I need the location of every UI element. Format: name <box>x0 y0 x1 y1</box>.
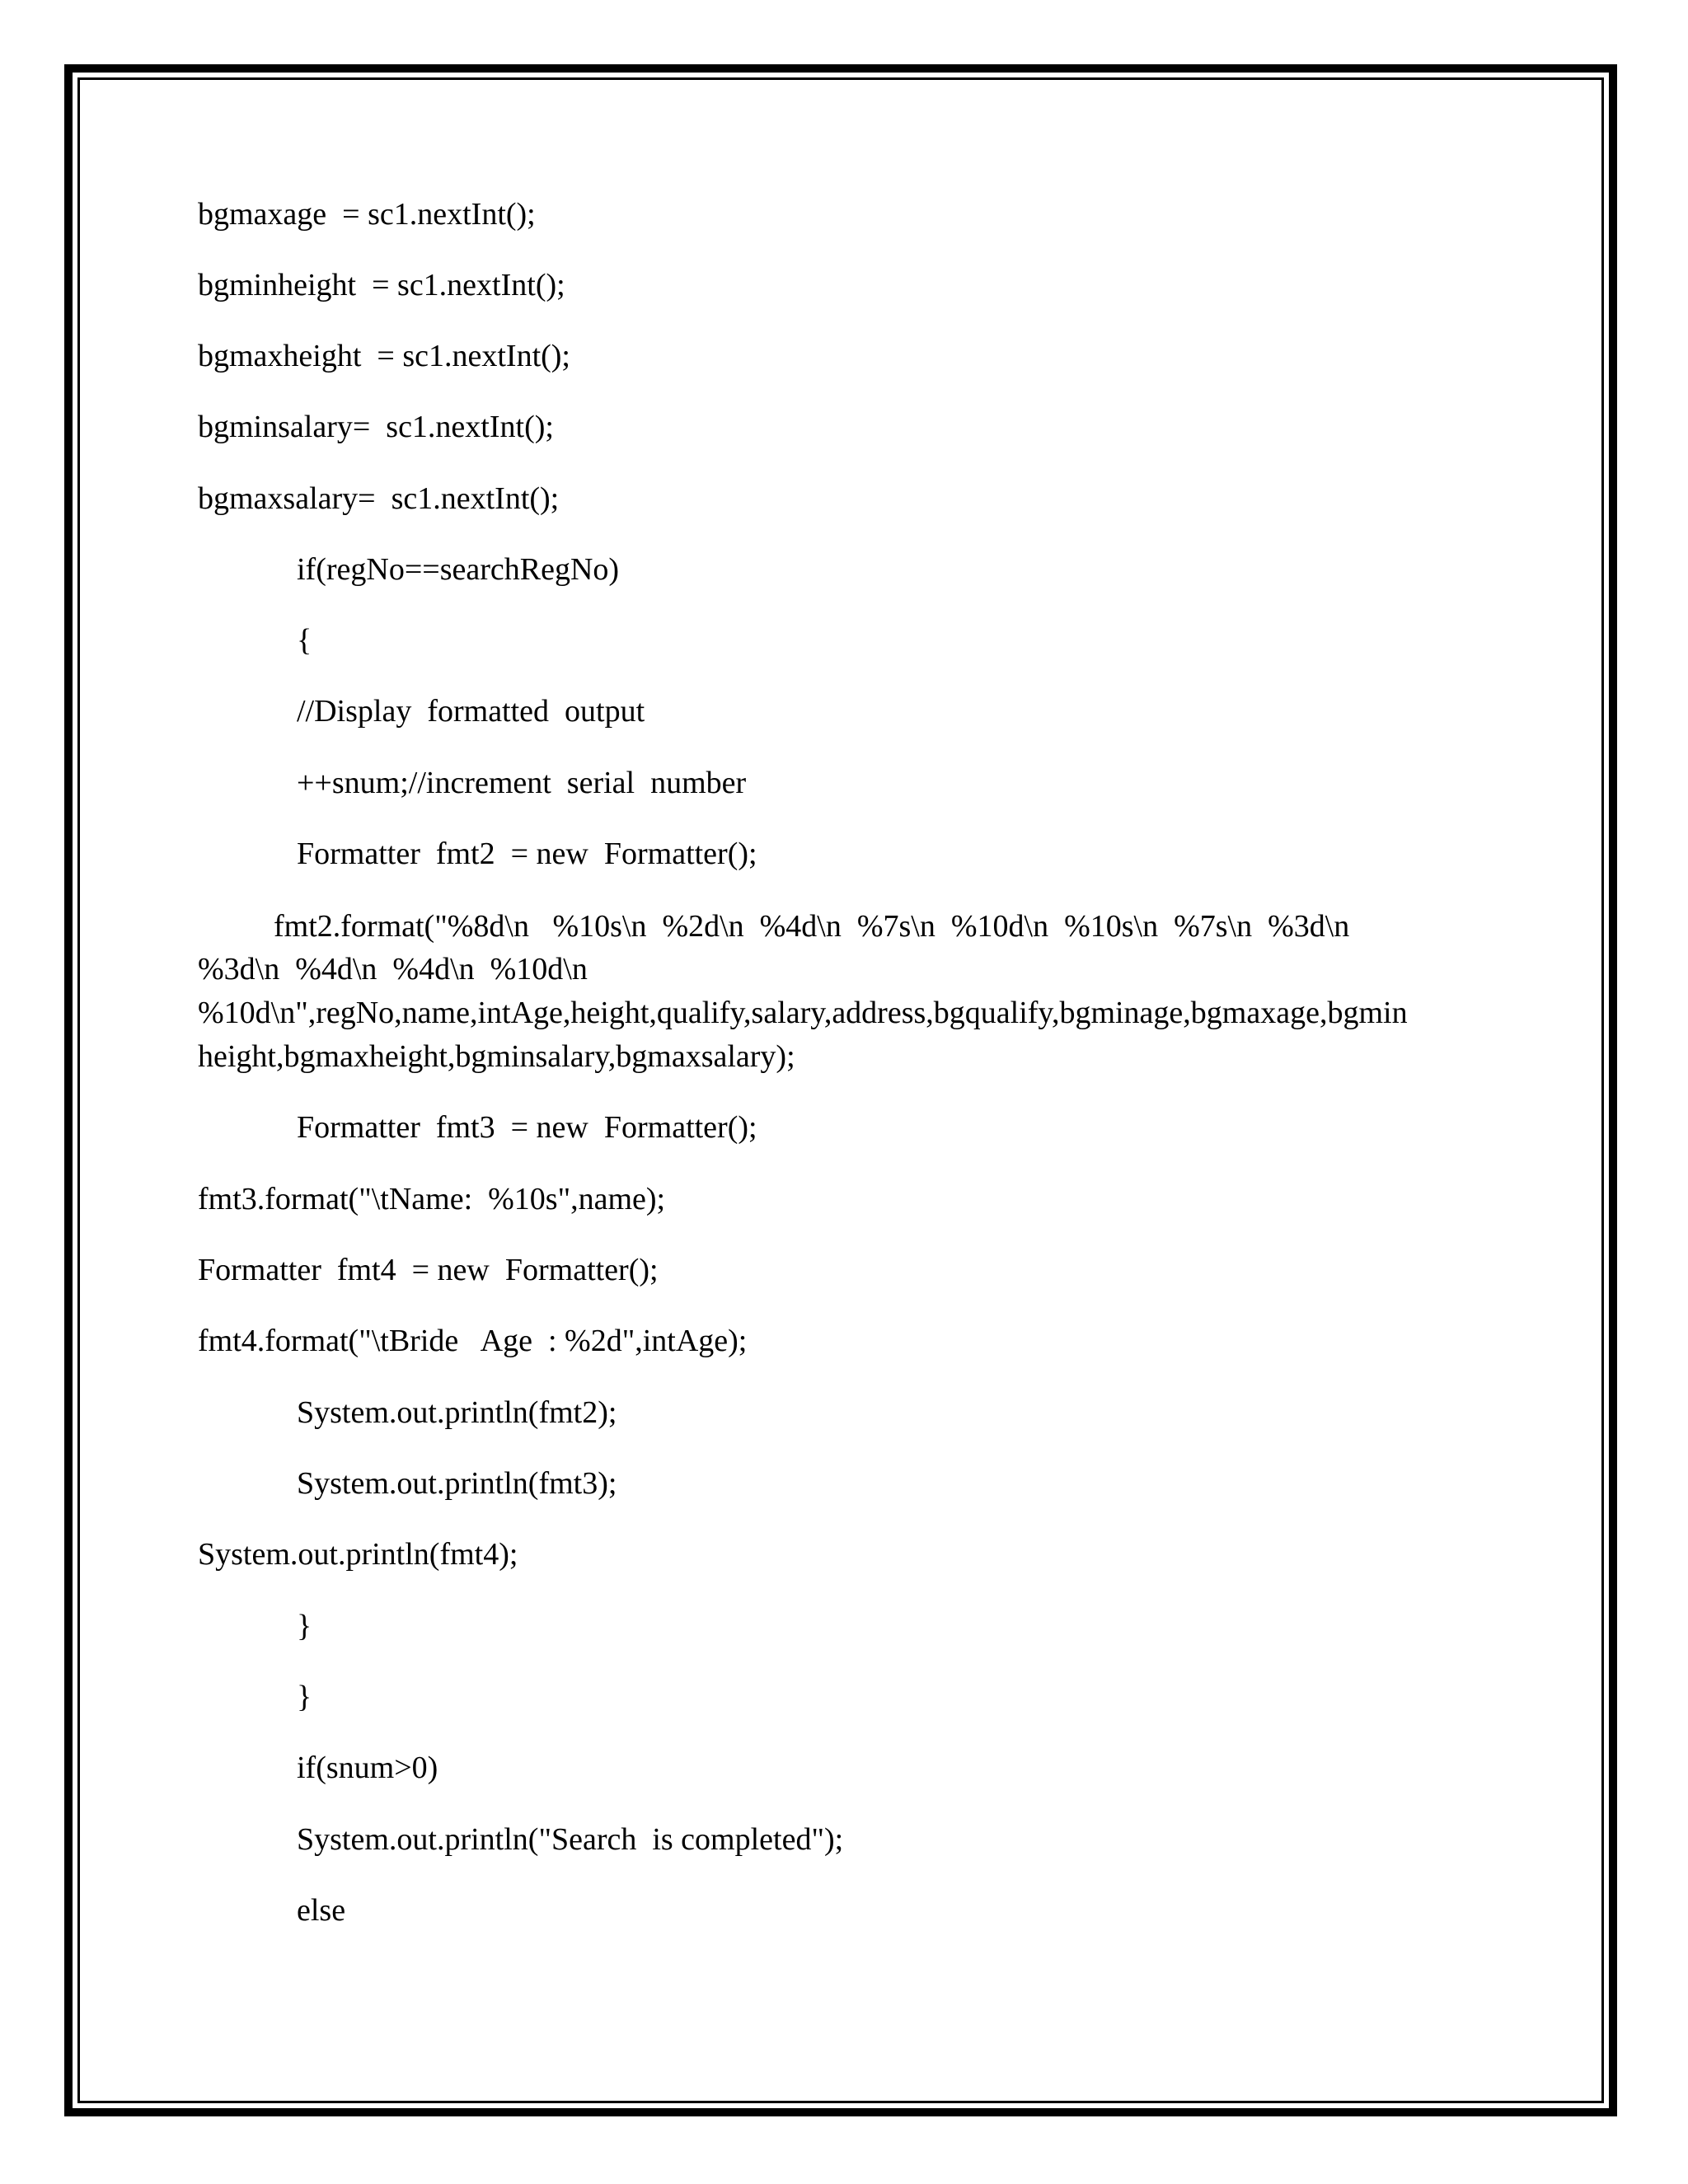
code-line: height,bgmaxheight,bgminsalary,bgmaxsalary); <box>198 1039 795 1074</box>
code-line: Formatter fmt4 = new Formatter(); <box>198 1253 659 1287</box>
code-line: if(snum>0) <box>297 1750 438 1785</box>
code-line: //Display formatted output <box>297 694 645 729</box>
code-line: bgmaxsalary= sc1.nextInt(); <box>198 481 560 516</box>
code-line: } <box>297 1680 312 1714</box>
code-line: bgminsalary= sc1.nextInt(); <box>198 410 554 444</box>
code-line: System.out.println(fmt3); <box>297 1466 617 1501</box>
code-line: %3d\n %4d\n %4d\n %10d\n <box>198 952 588 987</box>
code-line: bgmaxheight = sc1.nextInt(); <box>198 339 570 373</box>
code-line: fmt4.format("\tBride Age : %2d",intAge); <box>198 1324 748 1358</box>
code-line: fmt3.format("\tName: %10s",name); <box>198 1182 666 1216</box>
code-line: System.out.println("Search is completed"); <box>297 1822 844 1857</box>
code-line: Formatter fmt3 = new Formatter(); <box>297 1110 757 1145</box>
code-line: ++snum;//increment serial number <box>297 766 747 800</box>
code-line: else <box>297 1893 346 1928</box>
code-line: Formatter fmt2 = new Formatter(); <box>297 837 757 871</box>
code-line: System.out.println(fmt2); <box>297 1395 617 1430</box>
code-line: if(regNo==searchRegNo) <box>297 552 620 587</box>
code-line: } <box>297 1609 312 1643</box>
code-line: fmt2.format("%8d\n %10s\n %2d\n %4d\n %7s\n %10d\n %10s\n %7s\n %3d\n <box>274 909 1350 944</box>
code-line: { <box>297 623 312 658</box>
code-line: %10d\n",regNo,name,intAge,height,qualify,salary,address,bgqualify,bgminage,bgmaxage,bgmin <box>198 996 1408 1030</box>
code-line: bgminheight = sc1.nextInt(); <box>198 268 565 302</box>
code-line: bgmaxage = sc1.nextInt(); <box>198 197 536 232</box>
code-line: System.out.println(fmt4); <box>198 1537 518 1572</box>
page-border-inner <box>77 77 1604 2103</box>
